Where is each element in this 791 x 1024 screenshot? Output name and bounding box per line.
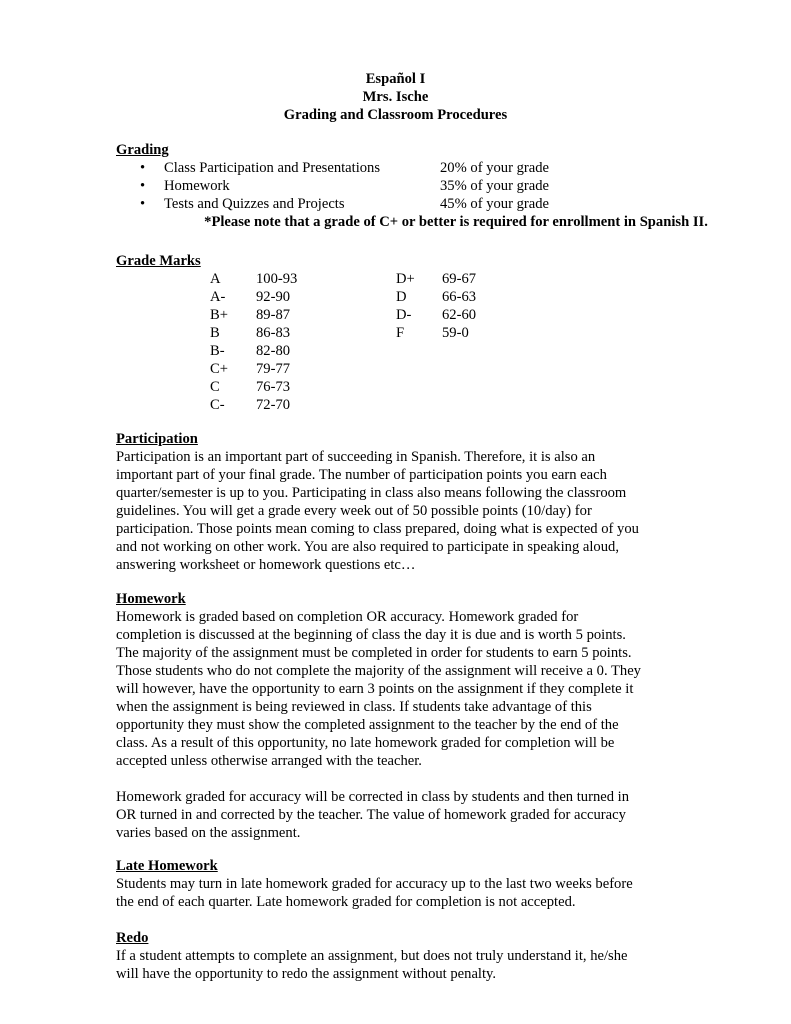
grade-range: 72-70 — [256, 397, 291, 413]
grading-item-percent: 20% of your grade — [440, 160, 550, 176]
text-line: The majority of the assignment must be completed in order for students to earn 5 points. — [116, 645, 632, 661]
grade-mark: B- — [210, 343, 225, 359]
grade-row — [396, 324, 556, 342]
grading-item-label: Class Participation and Presentations — [164, 160, 381, 176]
text-line: Homework graded for accuracy will be corrected in class by students and then turned in — [116, 789, 630, 805]
bullet-icon: • — [140, 160, 146, 176]
grade-row — [210, 306, 370, 324]
grading-item — [116, 177, 686, 195]
text-line: completion is discussed at the beginning of class the day it is due and is worth 5 points. — [116, 627, 626, 643]
participation-paragraph — [116, 448, 686, 574]
grade-row — [396, 270, 556, 288]
text-line: when the assignment is being reviewed in class. If students take advantage of this — [116, 699, 592, 715]
grade-mark: B+ — [210, 307, 228, 323]
grade-range: 59-0 — [442, 325, 469, 341]
text-line: accepted unless otherwise arranged with the teacher. — [116, 753, 422, 769]
grade-marks-table — [116, 270, 686, 414]
grade-range: 76-73 — [256, 379, 291, 395]
text-line: answering worksheet or homework questions etc… — [116, 557, 416, 573]
text-line: Those students who do not complete the majority of the assignment will receive a 0. They — [116, 663, 641, 679]
text-line: participation. Those points mean coming to class prepared, doing what is expected of you — [116, 521, 639, 537]
grade-row — [210, 396, 370, 414]
grade-row — [396, 306, 556, 324]
grade-marks-left-column — [210, 270, 370, 414]
grading-item-label: Tests and Quizzes and Projects — [164, 196, 345, 212]
text-line: quarter/semester is up to you. Participating in class also means following the classroom — [116, 485, 627, 501]
teacher-name: Mrs. Ische — [362, 89, 429, 105]
grade-mark: D+ — [396, 271, 415, 287]
grade-mark: A — [210, 271, 221, 287]
grade-mark: F — [396, 325, 405, 341]
text-line: If a student attempts to complete an assignment, but does not truly understand it, he/she — [116, 948, 628, 964]
late-homework-heading: Late Homework — [116, 858, 218, 874]
grade-mark: B — [210, 325, 220, 341]
text-line: will have the opportunity to redo the assignment without penalty. — [116, 966, 497, 982]
grade-mark: C- — [210, 397, 225, 413]
text-line: the end of each quarter. Late homework graded for completion is not accepted. — [116, 894, 576, 910]
text-line: class. As a result of this opportunity, no late homework graded for completion will be — [116, 735, 615, 751]
participation-heading: Participation — [116, 431, 198, 447]
text-line: Participation is an important part of succeeding in Spanish. Therefore, it is also an — [116, 449, 596, 465]
grade-range: 66-63 — [442, 289, 477, 305]
grade-range: 92-90 — [256, 289, 291, 305]
grade-marks-right-column — [396, 270, 556, 342]
grade-range: 69-67 — [442, 271, 477, 287]
grade-range: 100-93 — [256, 271, 298, 287]
text-line: guidelines. You will get a grade every week out of 50 possible points (10/day) for — [116, 503, 592, 519]
grade-range: 79-77 — [256, 361, 291, 377]
grading-list — [116, 159, 686, 213]
grade-marks-section — [116, 252, 686, 414]
grading-section — [116, 141, 708, 231]
text-line: will however, have the opportunity to earn 3 points on the assignment if they complete it — [116, 681, 634, 697]
text-line: Homework is graded based on completion OR accuracy. Homework graded for — [116, 609, 579, 625]
course-title: Español I — [365, 71, 426, 87]
grade-range: 82-80 — [256, 343, 291, 359]
grade-row — [210, 270, 370, 288]
bullet-icon: • — [140, 178, 146, 194]
late-homework-paragraph — [116, 875, 686, 911]
grade-mark: D- — [396, 307, 412, 323]
grade-row — [210, 288, 370, 306]
grade-row — [210, 378, 370, 396]
grade-range: 86-83 — [256, 325, 291, 341]
grading-note: *Please note that a grade of C+ or better is required for enrollment in Spanish II. — [204, 214, 708, 230]
grade-mark: D — [396, 289, 407, 305]
redo-section — [116, 929, 686, 983]
grade-mark: C — [210, 379, 220, 395]
grading-item — [116, 159, 686, 177]
homework-paragraph-1 — [116, 608, 686, 770]
grade-row — [210, 342, 370, 360]
document-title: Grading and Classroom Procedures — [283, 107, 508, 123]
homework-section — [116, 590, 686, 842]
grade-range: 62-60 — [442, 307, 477, 323]
grade-mark: C+ — [210, 361, 228, 377]
bullet-icon: • — [140, 196, 146, 212]
redo-heading: Redo — [116, 930, 149, 946]
text-line: Students may turn in late homework graded for accuracy up to the last two weeks before — [116, 876, 633, 892]
text-line: opportunity they must show the completed assignment to the teacher by the end of the — [116, 717, 619, 733]
grade-marks-heading: Grade Marks — [116, 253, 201, 269]
grade-row — [396, 288, 556, 306]
grading-item-percent: 45% of your grade — [440, 196, 550, 212]
grading-heading: Grading — [116, 142, 169, 158]
text-line: important part of your final grade. The number of participation points you earn each — [116, 467, 607, 483]
grading-item — [116, 195, 686, 213]
text-line: and not working on other work. You are also required to participate in speaking aloud, — [116, 539, 619, 555]
text-line: OR turned in and corrected by the teacher. The value of homework graded for accuracy — [116, 807, 626, 823]
homework-heading: Homework — [116, 591, 186, 607]
redo-paragraph — [116, 947, 686, 983]
grading-item-label: Homework — [164, 178, 230, 194]
grade-mark: A- — [210, 289, 226, 305]
participation-section — [116, 430, 686, 574]
text-line: varies based on the assignment. — [116, 825, 301, 841]
document-header — [0, 70, 791, 124]
homework-paragraph-2 — [116, 788, 686, 842]
grade-row — [210, 360, 370, 378]
grading-item-percent: 35% of your grade — [440, 178, 550, 194]
grade-row — [210, 324, 370, 342]
late-homework-section — [116, 857, 686, 911]
grade-range: 89-87 — [256, 307, 291, 323]
